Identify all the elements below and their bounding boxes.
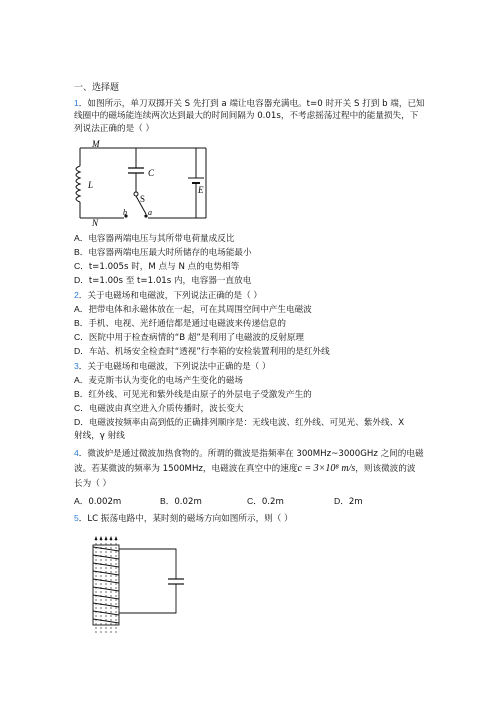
q2-option-a: A．把带电体和永磁体放在一起，可在其周围空间中产生电磁波	[74, 304, 312, 315]
q4-option-b: B．0.02m	[160, 496, 202, 507]
q5-lc-circuit-diagram	[88, 533, 198, 638]
q1-option-d: D．t=1.00s 至 t=1.01s 内，电容器一直放电	[74, 275, 252, 286]
q1-option-c: C．t=1.005s 时，M 点与 N 点的电势相等	[74, 261, 240, 272]
inductor-coil	[76, 166, 80, 202]
q1-number: 1	[74, 98, 79, 108]
q2-option-d: D．车站、机场安全检查时“透视”行李箱的安检装置利用的是红外线	[74, 346, 330, 357]
q4-line3: 长为（ ）	[74, 479, 112, 489]
q4-formula: c = 3×10⁸ m/s	[297, 463, 356, 474]
q3-stem: 3．关于电磁场和电磁波，下列说法中正确的是（ ）	[74, 361, 271, 372]
coil-windings	[93, 545, 119, 625]
q1-line3: 列说法正确的是（ ）	[74, 124, 155, 134]
q3-option-d: D．电磁波按频率由高到低的正确排列顺序是：无线电波、红外线、可见光、紫外线、X	[74, 417, 405, 428]
label-E: E	[198, 185, 204, 195]
section-title: 一、选择题	[74, 83, 120, 93]
label-N: N	[92, 218, 99, 228]
q3-option-a: A．麦克斯韦认为变化的电场产生变化的磁场	[74, 375, 244, 386]
label-C: C	[148, 168, 155, 178]
q3-option-c: C．电磁波由真空进入介质传播时，波长变大	[74, 403, 244, 414]
q4-option-c: C．0.2m	[247, 496, 284, 507]
field-arrows	[95, 536, 118, 540]
label-b: b	[123, 208, 127, 217]
q5-stem: 5．LC 振荡电路中，某时刻的磁场方向如图所示，则（ ）	[74, 513, 293, 524]
q2-stem: 2．关于电磁场和电磁波，下列说法正确的是（ ）	[74, 290, 262, 301]
q1-circuit-diagram	[68, 138, 218, 228]
switch-pivot	[134, 192, 138, 196]
q4-option-d: D．2m	[334, 496, 363, 507]
q1-text-1: ．如图所示，单刀双掷开关 S 先打到 a 端让电容器充满电。t=0 时开关 S 打到 b 端，已知	[78, 99, 425, 109]
q3-option-d-continued: 射线，γ 射线	[74, 431, 125, 441]
q1-line2: 线圈中的磁场能连续两次达到最大的时间间隔为 0.01s，不考虑摇荡过程中的能量损失，下	[74, 111, 419, 121]
q4-line2: 波。若某微波的频率为 1500MHz，电磁波在真空中的速度c = 3×10⁸ m/s，则该微波的波	[74, 463, 416, 474]
q4-line1: 4．微波炉是通过微波加热食物的。所谓的微波是指频率在 300MHz~3000GHz 之间的电磁	[74, 448, 424, 459]
q2-option-c: C．医院中用于检查病情的“B 超”是利用了电磁波的反射原理	[74, 332, 305, 343]
q1-line1	[74, 98, 425, 110]
q1-option-b: B．电容器两端电压最大时所储存的电场能最小	[74, 247, 252, 258]
q2-option-b: B．手机、电视、光纤通信都是通过电磁波来传递信息的	[74, 318, 286, 329]
label-M: M	[92, 139, 100, 149]
q3-option-b: B．红外线、可见光和紫外线是由原子的外层电子受激发产生的	[74, 389, 312, 400]
q1-option-a: A．电容器两端电压与其所带电荷量成反比	[74, 233, 235, 244]
label-L: L	[88, 180, 94, 190]
label-a: a	[148, 208, 152, 217]
q4-option-a: A．0.002m	[74, 496, 122, 507]
label-S: S	[140, 194, 146, 204]
